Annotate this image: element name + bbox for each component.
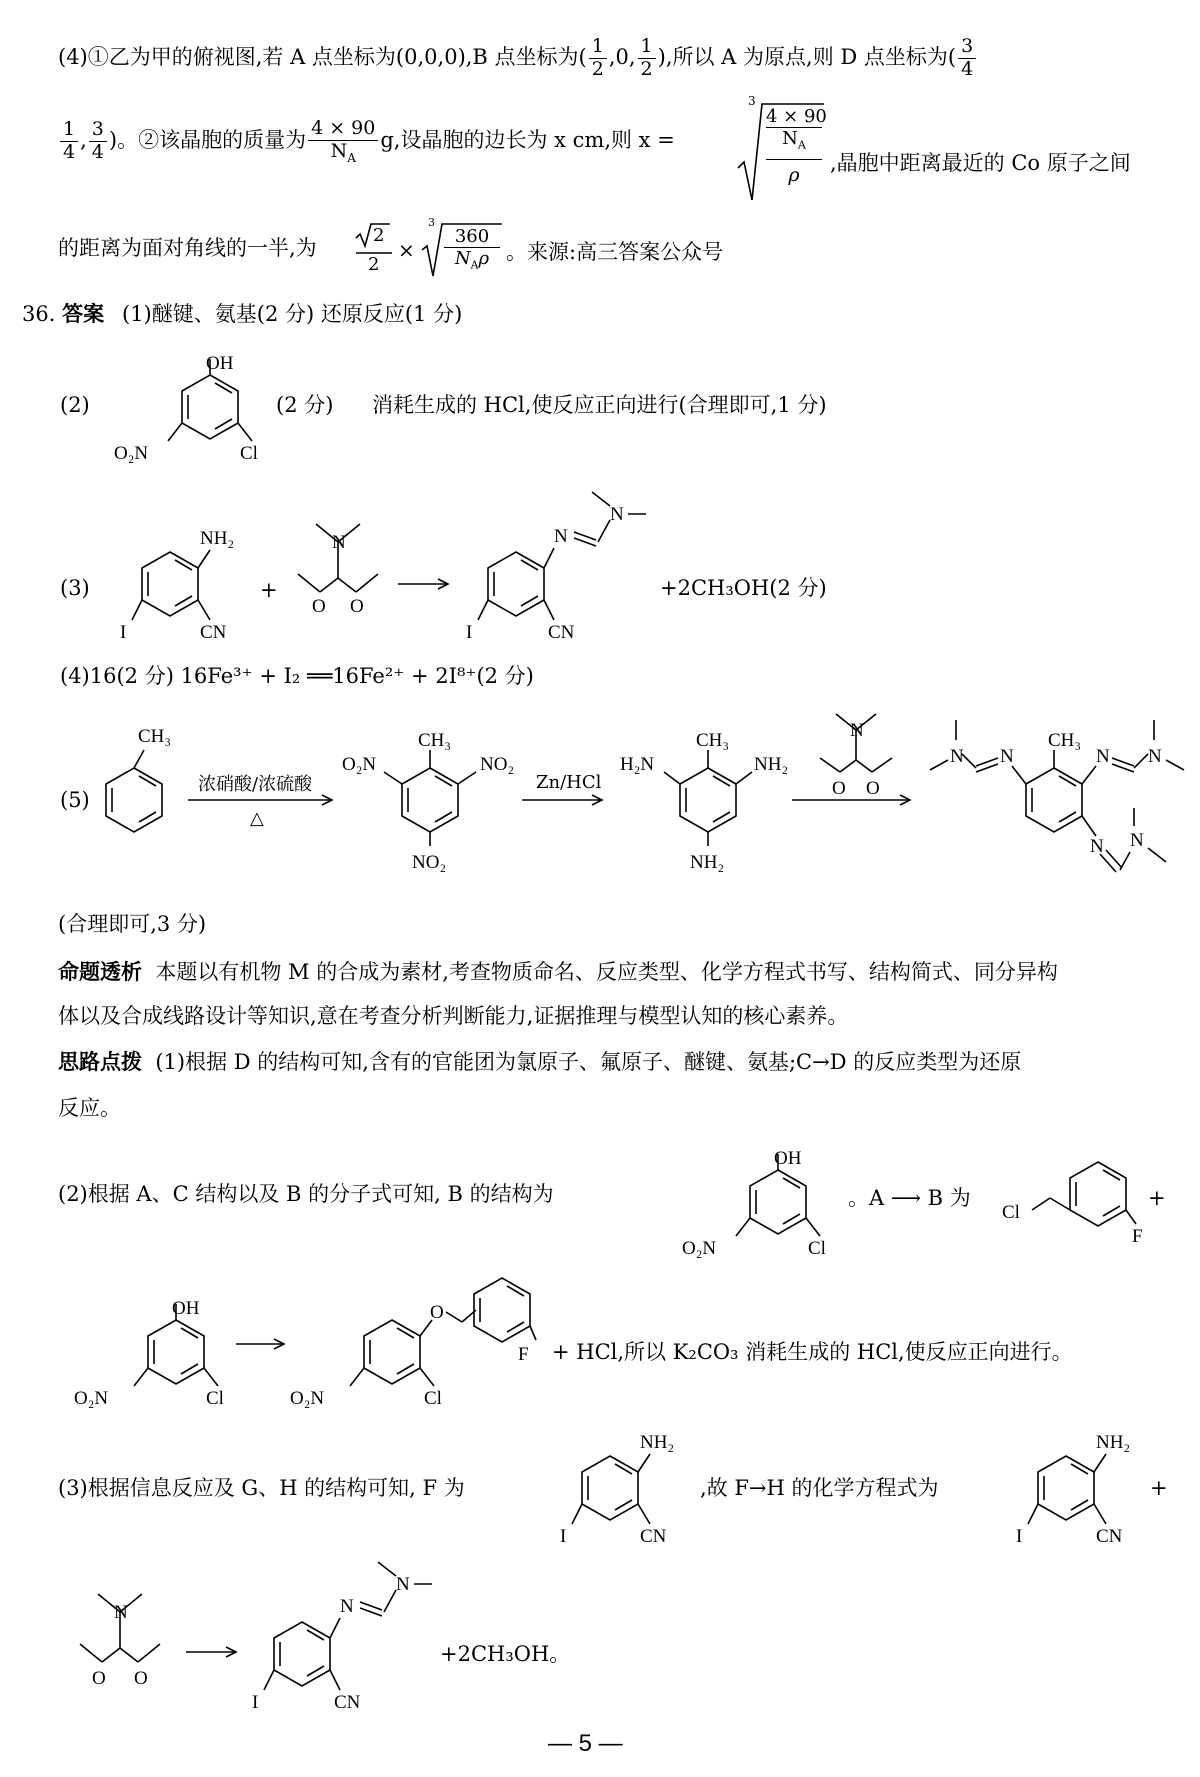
analysis-2-plus: +: [1148, 1186, 1166, 1210]
svg-text:CH₃: CH₃: [1048, 730, 1082, 751]
fraction-three-quarters: $\frac{3}{4}$: [958, 36, 976, 81]
fraction-half: $\frac{1}{2}$: [589, 36, 607, 81]
svg-text:N: N: [1000, 746, 1014, 767]
answer-5-note: (合理即可,3 分): [58, 912, 207, 936]
answer-3-product: +2CH₃OH(2 分): [660, 576, 827, 600]
answer-5-label: (5): [60, 788, 90, 812]
svg-text:N: N: [554, 526, 568, 547]
svg-text:NO₂: NO₂: [412, 852, 447, 873]
tris-amidine-structure: [920, 696, 1190, 896]
reaction-arrow-5c: [790, 792, 914, 812]
svg-text:NH₂: NH₂: [754, 754, 789, 775]
analysis-2-a-to-b: 。A ⟶ B 为: [848, 1186, 971, 1210]
svg-text:CN: CN: [640, 1526, 667, 1547]
svg-text:O: O: [92, 1668, 106, 1689]
svg-text:O₂N: O₂N: [342, 754, 377, 775]
reaction-arrow-3: [396, 574, 452, 594]
svg-text:Cl: Cl: [424, 1388, 442, 1409]
answer-2-label: (2): [60, 393, 90, 417]
reaction-arrow-3b: [184, 1642, 240, 1662]
analysis-3-product: +2CH₃OH。: [440, 1642, 571, 1666]
svg-text:I: I: [252, 1692, 259, 1713]
svg-text:CN: CN: [334, 1692, 361, 1713]
svg-text:O₂N: O₂N: [74, 1388, 109, 1409]
svg-text:NH₂: NH₂: [640, 1432, 675, 1453]
svg-text:O: O: [350, 596, 364, 617]
svg-text:O₂N: O₂N: [290, 1388, 325, 1409]
svg-text:NH₂: NH₂: [1096, 1432, 1131, 1453]
analysis-3-text: (3)根据信息反应及 G、H 的结构可知, F 为: [58, 1476, 465, 1500]
page-number: — 5 —: [548, 1730, 623, 1757]
iodo-aminobenzonitrile-structure: [110, 520, 260, 650]
svg-text:CN: CN: [1096, 1526, 1123, 1547]
amidine-product-structure: [450, 490, 670, 650]
svg-text:N: N: [1148, 746, 1162, 767]
svg-text:CH₃: CH₃: [696, 730, 730, 751]
svg-text:NH₂: NH₂: [690, 852, 725, 873]
answer-3-label: (3): [60, 576, 90, 600]
cube-root-expression: 3 4 × 90 $N_A$ ρ: [736, 96, 824, 206]
svg-text:CH₃: CH₃: [138, 726, 172, 747]
svg-text:O₂N: O₂N: [114, 443, 149, 464]
reaction-arrow-5b: [520, 792, 606, 812]
heat-symbol: △: [250, 808, 264, 829]
source-note: 。来源:高三答案公众号: [506, 240, 724, 264]
nitration-condition: 浓硝酸/浓硫酸: [198, 774, 313, 795]
dmf-dma-structure: [280, 510, 410, 630]
triaminotoluene-structure: [608, 720, 808, 880]
svg-text:Cl: Cl: [240, 443, 258, 464]
svg-text:N: N: [1090, 836, 1104, 857]
analysis-para-2: 思路点拨 (1)根据 D 的结构可知,含有的官能团为氯原子、氟原子、醚键、氨基;C→D 的反应类型为还原: [58, 1050, 1022, 1074]
phenol-reactant-structure: [66, 1290, 246, 1420]
analysis-2-equation: + HCl,所以 K₂CO₃ 消耗生成的 HCl,使反应正向进行。: [552, 1340, 1073, 1364]
svg-text:O: O: [866, 778, 880, 799]
mass-fraction: $\frac{4 \times 90}{N_A}$: [308, 118, 378, 165]
svg-text:Cl: Cl: [206, 1388, 224, 1409]
answer-4: (4)16(2 分) 16Fe³⁺ + I₂ ══16Fe²⁺ + 2I⁸⁺(2 分): [60, 664, 534, 688]
svg-text:I: I: [1016, 1526, 1023, 1547]
svg-text:NO₂: NO₂: [480, 754, 515, 775]
svg-text:F: F: [1132, 1226, 1143, 1247]
f-structure-eq: [1006, 1424, 1156, 1554]
toluene-structure: [100, 720, 180, 850]
part4-line2: $\frac{1}{4}$ , $\frac{3}{4}$ )。②该晶胞的质量为 $\frac{4 \times 90}{N_A}$ g,设晶胞的边长为 x cm,则 x =: [58, 118, 675, 165]
svg-text:O: O: [832, 778, 846, 799]
answer-1: (1)醚键、氨基(2 分) 还原反应(1 分): [122, 302, 463, 326]
svg-text:N: N: [1130, 830, 1144, 851]
dmf-dma-structure-2: [62, 1580, 192, 1700]
svg-text:CH₃: CH₃: [418, 730, 452, 751]
svg-text:O: O: [430, 1302, 444, 1323]
dmf-dma-reagent: [800, 706, 912, 806]
f-structure: [550, 1424, 700, 1554]
part4-line2-tail: ,晶胞中距离最近的 Co 原子之间: [830, 151, 1131, 175]
distance-expression: 2 2 × 3 360 $N_A\rho$: [354, 220, 504, 280]
svg-text:Cl: Cl: [1002, 1202, 1020, 1223]
svg-text:I: I: [466, 622, 473, 643]
svg-text:I: I: [120, 622, 127, 643]
svg-text:Cl: Cl: [808, 1238, 826, 1259]
nitrochlorophenol-structure: [100, 345, 290, 475]
svg-text:N: N: [950, 746, 964, 767]
svg-text:I: I: [560, 1526, 567, 1547]
tnt-structure: [330, 720, 530, 880]
svg-text:N: N: [396, 1574, 410, 1595]
svg-text:F: F: [518, 1344, 529, 1365]
svg-text:H₂N: H₂N: [620, 754, 655, 775]
analysis-3-plus: +: [1150, 1476, 1168, 1500]
svg-text:N: N: [114, 1602, 128, 1623]
fluorobenzyl-chloride-structure: [1002, 1146, 1152, 1256]
q36-number: 36. 答案: [22, 302, 105, 326]
svg-text:NH₂: NH₂: [200, 528, 235, 549]
answer-2-score: (2 分): [276, 393, 334, 417]
svg-text:O₂N: O₂N: [682, 1238, 717, 1259]
svg-text:O: O: [312, 596, 326, 617]
svg-text:OH: OH: [206, 353, 234, 374]
ether-product-structure: [290, 1270, 550, 1420]
part4-line1: (4)①乙为甲的俯视图,若 A 点坐标为(0,0,0),B 点坐标为( $\frac{1}{2}$ ,0, $\frac{1}{2}$ ),所以 A 为原点,则 D 点坐标为( $\frac{3}{4}$: [58, 36, 978, 81]
svg-text:CN: CN: [200, 622, 227, 643]
analysis-para-1b: 体以及合成线路设计等知识,意在考查分析判断能力,证据推理与模型认知的核心素养。: [58, 1004, 849, 1028]
part4-line3: 的距离为面对角线的一半,为: [58, 236, 317, 260]
svg-text:N: N: [332, 532, 346, 553]
svg-text:OH: OH: [774, 1148, 802, 1169]
svg-text:OH: OH: [172, 1298, 200, 1319]
svg-text:N: N: [340, 1596, 354, 1617]
answer-3-plus: +: [260, 578, 278, 602]
svg-text:CN: CN: [548, 622, 575, 643]
analysis-para-2b: 反应。: [58, 1096, 121, 1120]
analysis-para-1: 命题透析 本题以有机物 M 的合成为素材,考查物质命名、反应类型、化学方程式书写、结构简式、同分异构: [58, 960, 1058, 984]
answer-2-text: 消耗生成的 HCl,使反应正向进行(合理即可,1 分): [372, 393, 827, 417]
svg-text:N: N: [850, 720, 864, 741]
b-structure: [668, 1140, 848, 1270]
svg-text:O: O: [134, 1668, 148, 1689]
analysis-2-text: (2)根据 A、C 结构以及 B 的分子式可知, B 的结构为: [58, 1182, 554, 1206]
amidine-product-structure-2: [236, 1560, 456, 1720]
reaction-arrow-2: [234, 1334, 288, 1354]
svg-text:N: N: [1096, 746, 1110, 767]
reduction-condition: Zn/HCl: [536, 772, 602, 793]
analysis-3-equation-label: ,故 F→H 的化学方程式为: [700, 1476, 939, 1500]
svg-text:N: N: [610, 504, 624, 525]
